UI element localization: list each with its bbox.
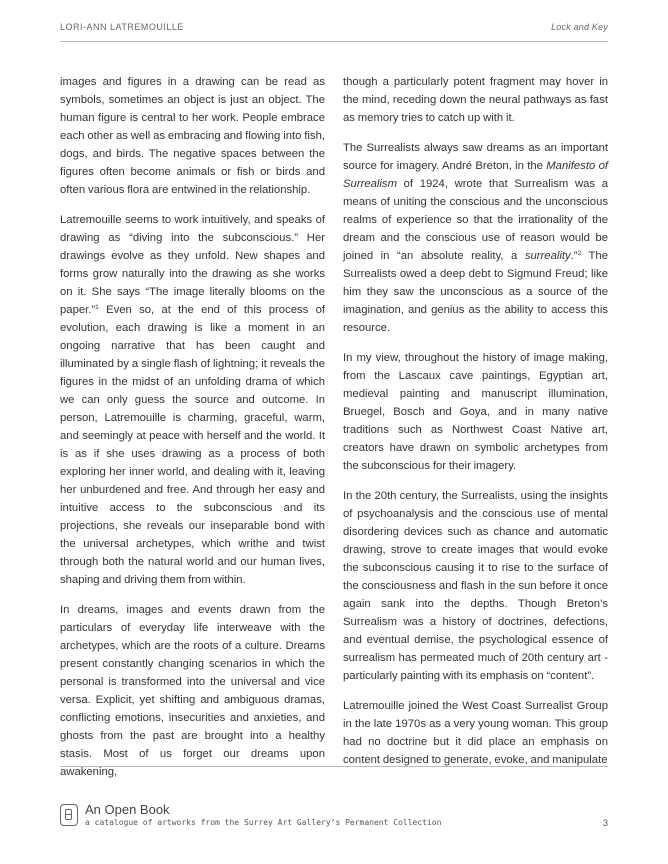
term: surreality xyxy=(524,250,571,262)
paragraph: images and figures in a drawing can be read as symbols, sometimes an object is just an object. The human figure is central to her work. People embrace each other as well as embracing and flowing into fish, dogs, and birds. The negative spaces between the figures often become animals or fish or birds and often various flora are entwined in the relationship. xyxy=(60,76,325,196)
paragraph: though a particularly potent fragment may hover in the mind, receding down the neural pathways as fast as memory tries to catch up with it. xyxy=(343,76,608,124)
page-number: 3 xyxy=(602,818,608,828)
footer-publication-title: An Open Book xyxy=(85,802,170,817)
right-column xyxy=(343,73,608,781)
footnote-marker: 2 xyxy=(577,250,582,257)
author-header: LORI-ANN LATREMOUILLE xyxy=(60,22,184,32)
open-book-logo-icon xyxy=(60,804,78,826)
paragraph: Latremouille joined the West Coast Surrealist Group in the late 1970s as a very young woman. This group had no doctrine but it did place an emphasis on content designed to generate, evoke, and manipulate xyxy=(343,700,608,766)
paragraph: In my view, throughout the history of image making, from the Lascaux cave paintings, Egyptian art, medieval painting and manuscript illumination, Bruegel, Bosch and Goya, and in many native traditions such as Northwest Coast Native art, creators have drawn on symbolic archetypes from the subconscious for their imagery. xyxy=(343,352,608,472)
running-header xyxy=(60,22,608,36)
book-title: Manifesto of Surrealism xyxy=(343,160,608,190)
paragraph: In the 20th century, the Surrealists, using the insights of psychoanalysis and the conscious use of mental disordering devices such as chance and automatic drawing, strove to create images that would evoke the subconscious causing it to rise to the surface of the consciousness and flash in the sun before it once again sank into the depths. Though Breton’s Surrealism was a history of doctrines, defections, and eventual demise, the psychological essence of surrealism has permeated much of 20th century art - particularly painting with its emphasis on “content”. xyxy=(343,490,608,682)
header-divider xyxy=(60,41,608,42)
footer-publication-subtitle: a catalogue of artworks from the Surrey Art Gallery’s Permanent Collection xyxy=(85,818,442,827)
left-column xyxy=(60,73,325,793)
footer-divider xyxy=(60,766,608,767)
section-title-header: Lock and Key xyxy=(551,22,608,32)
paragraph: Latremouille seems to work intuitively, and speaks of drawing as “diving into the subconscious.” Her drawings evolve as they unfold. New shapes and forms grow naturally into the drawing as she works on it. She says “The image literally blooms on the paper.”$^1$ Even so, at the end of this process of evolution, each drawing is like a moment in an ongoing narrative that has been caught and illuminated by a single flash of lightning; it reveals the figures in the midst of an unfolding drama of which we can only guess the source and outcome. In person, Latremouille is charming, graceful, warm, and seemingly at peace with herself and the world. It is as if she uses drawing as a process of both exploring her inner world, and dealing with it, leaving her unburdened and free. And through her easy and intuitive access to the subconscious and its projections, she reveals our inseparable bond with the universal archetypes, which writhe and twist through both the natural world and our human lives, shaping and driving them from within. xyxy=(60,214,326,586)
paragraph: In dreams, images and events drawn from the particulars of everyday life interweave with the archetypes, which are the roots of a culture. Dreams present constantly changing scenarios in which the personal is transformed into the universal and vice versa. Explicit, yet shifting and ambiguous dramas, conflicting emotions, insecurities and anxieties, and ghosts from the past are brought into a healthy stasis. Most of us forget our dreams upon awakening, xyxy=(60,604,325,778)
footnote-marker: 1 xyxy=(95,304,99,311)
paragraph: The Surrealists always saw dreams as an important source for imagery. André Breton, in the Manifesto of Surrealism of 1924, wrote that Surrealism was a means of uniting the conscious and the unconscious realms of experience so that the irrationality of the dream and the conscious use of reason would be joined in “an absolute reality, a surreality.”$^2$ The Surrealists owed a deep debt to Sigmund Freud; like him they saw the unconscious as a source of the imagination, and genius as the ability to access this resource. xyxy=(343,142,608,334)
